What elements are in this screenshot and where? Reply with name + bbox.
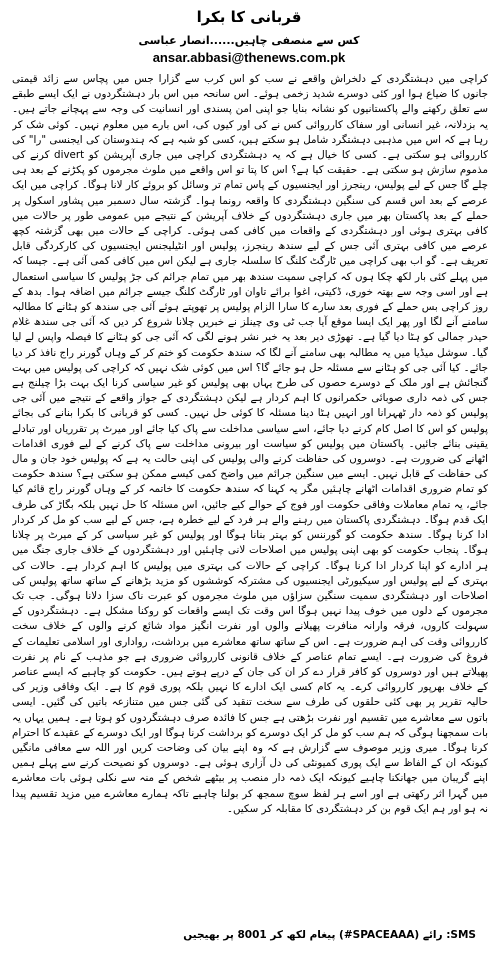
author-email: ansar.abbasi@thenews.com.pk [152, 50, 346, 65]
sms-footer: SMS: رائے (SPACEAAA#) پیغام لکھ کر 8001 پر بھیجیں [183, 929, 476, 941]
article-body [12, 72, 488, 910]
column-title: قربانی کا بکرا [196, 8, 302, 26]
body-paragraph: کراچی میں دہشتگردی کے دلخراش واقعے نے سب کو اس کرب سے گزارا جس میں پچاس سے زائد قیمتی جانوں کا ضیاع ہوا اور کئی دوسرے شدید زخمی ہوئے۔ اس سانحہ میں اس بار دہشتگردوں نے ایک ایسے طبقے سے تعلق رکھنے والے پاکستانیوں کو نشانہ بنایا جو اپنی امن پسندی اور انسانیت کی وجہ سے پہچانے جاتے ہیں۔ یہ بزدلانہ، غیر انسانی اور سفاک کارروائی کس نے کی اور کیوں کی، اس بارے میں معلوم نہیں۔ کوئی شک کر رہا ہے کہ اس میں مذہبی دہشتگرد شامل ہو سکتے ہیں، کسی کو شبہ ہے کہ ہندوستان کی ایجنسی "را" کی کارروائی ہو سکتی ہے۔ کسی کا خیال ہے کہ یہ دہشتگردی کراچی میں جاری آپریشن کو divert کرنے کی مذموم سازش ہو سکتی ہے۔ حقیقت کیا ہے؟ اس کا پتا تو اس واقعے میں ملوث مجرموں کو پکڑنے کے بعد ہی چلے گا جس کے لیے پولیس، رینجرز اور ایجنسیوں کے پاس تمام تر وسائل کو بروئے کار لانا ہوگا۔ کراچی میں ایک عرصے کے بعد اس قسم کی سنگین دہشتگردی کا واقعہ رونما ہوا۔ گزشتہ سال دسمبر میں پشاور اسکول پر حملے کے بعد پاکستان بھر میں جاری دہشتگردوں کے خلاف آپریشن کے نتیجے میں عمومی طور پر حالات میں کافی بہتری ہوئی اور دہشتگردی کے واقعات میں کافی کمی ہوئی۔ کراچی کے حالات میں بھی گزشتہ کچھ عرصے میں کافی بہتری آئی جس کے لیے سندھ رینجرز، پولیس اور انٹیلیجنس ایجنسیوں کی کارکردگی قابل تعریف ہے۔ گو اب بھی کراچی میں ٹارگٹ کلنگ کا سلسلہ جاری ہے لیکن اس میں کافی کمی آئی ہے۔ جیسا کہ میں پہلے کئی بار لکھ چکا ہوں کہ کراچی سمیت سندھ بھر میں تمام جرائم کی جڑ پولیس کا سیاسی استعمال ہے اور اسی وجہ سے بھتہ خوری، ڈکیتی، اغوا برائے تاوان اور ٹارگٹ کلنگ جیسے جرائم میں اضافہ ہوا۔ بدھ کے روز کراچی بس حملے کے فوری بعد سارے کا سارا الزام پولیس پر تھوپتے ہوئے آئی جی سندھ کو ہٹانے کا مطالبہ سامنے آنے لگا اور پھر ایک ایسا موقع آیا جب ٹی وی چینلز نے خبریں چلانا شروع کر دیں کہ آئی جی سندھ غلام حیدر جمالی کو ہٹا دیا گیا ہے۔ تھوڑی دیر بعد یہ خبر نشر ہونے لگی کہ آئی جی کو ہٹانے کا فیصلہ واپس لے لیا گیا۔ سوشل میڈیا میں یہ مطالبہ بھی سامنے آنے لگا کہ سندھ حکومت کو ختم کر کے وہاں گورنر راج نافذ کر دیا جائے۔ کیا آئی جی کو ہٹانے سے مسئلہ حل ہو جائے گا؟ اس میں کوئی شک نہیں کہ کراچی کی پولیس میں بہت گنجائش ہے اور ملک کے دوسرے حصوں کی طرح یہاں بھی پولیس کو غیر سیاسی کرنا ایک بہت بڑا چیلنج ہے جس کی ذمہ داری صوبائی حکمرانوں کا اہم کردار ہے لیکن دہشتگردی کے جواز واقعے کے نتیجے میں آئی جی پولیس کو ذمہ دار ٹھہرانا اور انہیں ہٹا دینا مسئلہ کا کوئی حل نہیں۔ کسی کو قربانی کا بکرا بنانے کی بجائے پولیس کو اس کا اصل کام کرنے دیا جائے، اسے سیاسی مداخلت سے پاک کیا جائے اور میرٹ پر تقرریاں اور تبادلے یقینی بنائے جائیں۔ پاکستان میں پولیس کو سیاست اور بیرونی مداخلت سے پاک کرنے کے لیے فوری اقدامات اٹھانے کی ضرورت ہے۔ دوسروں کی حفاظت کرنے والی پولیس کی اپنی حالت یہ ہے کہ پولیس خود جان و مال کی حفاظت کے قابل نہیں۔ ایسے میں سنگین جرائم میں واضح کمی کیسے ممکن ہو سکتی ہے؟ سندھ حکومت کو تمام ضروری اقدامات اٹھانے چاہئیں مگر یہ کہنا کہ سندھ حکومت کا خاتمہ کر کے وہاں گورنر راج قائم کیا جائے، یہ تمام معاملات وفاقی حکومت اور فوج کے حوالے کیے جائیں، اس مسئلہ کا حل نہیں بلکہ بگاڑ کی طرف ایک قدم ہوگا۔ دہشتگردی پاکستان میں رہنے والے ہر فرد کے لیے خطرہ ہے، جس کے لیے سب کو مل کر کردار ادا کرنا ہوگا۔ سندھ حکومت کو گورننس کو بہتر بنانا ہوگا اور پولیس کو غیر سیاسی کر کے میرٹ پر چلانا ہوگا۔ پنجاب حکومت کو بھی اپنی پولیس میں اصلاحات لانی چاہئیں اور دہشتگردوں کے خلاف جاری جنگ میں ہر ادارے کو اپنا کردار ادا کرنا ہوگا۔ کراچی کے حالات کی بہتری میں پولیس کا اہم کردار ہے۔ حالات کی بہتری کے لیے پولیس اور سیکیورٹی ایجنسیوں کی مشترکہ کوششوں کو مزید بڑھانے کے ساتھ ساتھ پولیس کی اصلاحات اور دہشتگردی سمیت سنگین سزاؤں میں ملوث مجرموں کو عبرت ناک سزا دلانا ہوگی۔ جب تک مجرموں کے دلوں میں خوف پیدا نہیں ہوگا اس وقت تک ایسے واقعات کو روکنا مشکل ہے۔ دہشتگردوں کے سہولت کاروں، فرقہ وارانہ منافرت پھیلانے والوں اور نفرت انگیز مواد شائع کرنے والوں کے خلاف سخت کارروائی وقت کی اہم ضرورت ہے۔ اس کے ساتھ ساتھ معاشرے میں برداشت، رواداری اور اسلامی تعلیمات کے فروغ کی ضرورت ہے۔ ایسے تمام عناصر کے خلاف قانونی کارروائی ضروری ہے جو مذہب کے نام پر نفرت پھیلاتے ہیں اور دوسروں کو کافر قرار دے کر ان کی جان کے درپے ہوتے ہیں۔ حکومت کو چاہیے کہ ایسے عناصر کے خلاف بھرپور کارروائی کرے۔ یہ کام کسی ایک ادارے کا نہیں بلکہ پوری قوم کا ہے۔ ایک وفاقی وزیر کی حالیہ تقریر پر بھی کئی حلقوں کی طرف سے سخت تنقید کی گئی جس میں متنازعہ باتیں کی گئیں۔ ایسی باتوں سے معاشرے میں تقسیم اور نفرت بڑھتی ہے جس کا فائدہ صرف دہشتگردوں کو ہوتا ہے۔ ہمیں یہاں یہ بات سمجھنا ہوگی کہ ہم سب کو مل کر ایک دوسرے کو برداشت کرنا ہوگا اور ایک دوسرے کے عقیدے کا احترام کرنا ہوگا۔ میری وزیر موصوف سے گزارش ہے کہ وہ اپنے بیان کی وضاحت کریں اور اللہ سے معافی مانگیں کیونکہ ان کے الفاظ سے ایک پوری کمیونٹی کی دل آزاری ہوئی ہے۔ دوسروں کو نصیحت کرنے سے پہلے ہمیں اپنے گریبان میں جھانکنا چاہیے کیونکہ ایک ذمہ دار منصب پر بیٹھے شخص کے منہ سے نکلی ہوئی بات معاشرے میں گہرا اثر رکھتی ہے اور اسے ہر لفظ سوچ سمجھ کر بولنا چاہیے تاکہ ہمارے معاشرے میں مزید تقسیم پیدا نہ ہو اور ہم ایک قوم بن کر دہشتگردی کا مقابلہ کر سکیں۔ [12, 73, 488, 815]
column-byline: کس سے منصفی چاہیں......انصار عباسی [138, 34, 360, 47]
